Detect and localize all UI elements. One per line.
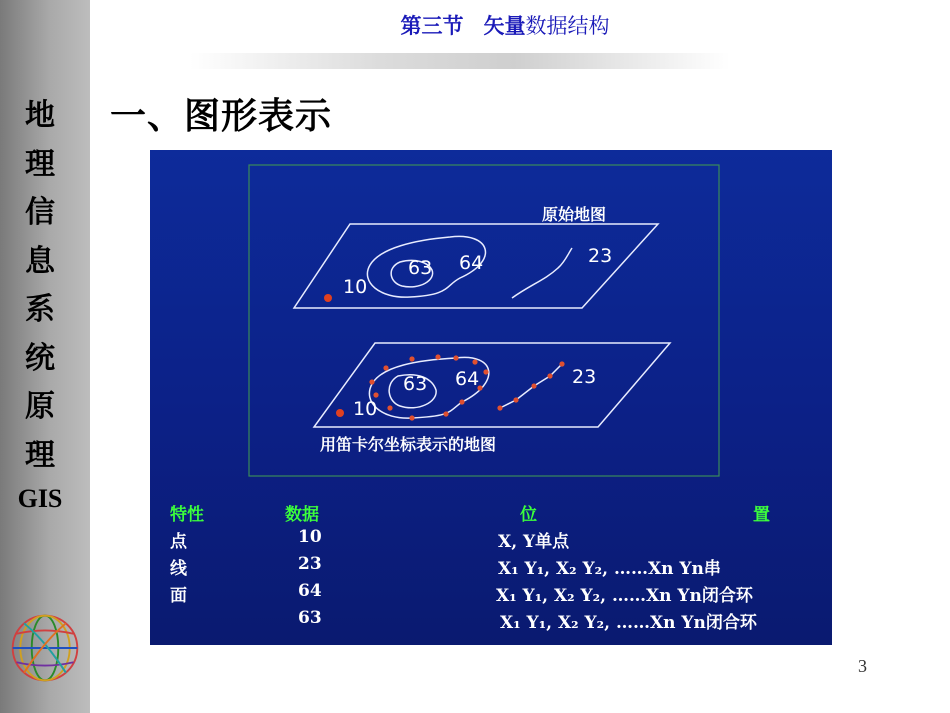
section-header	[300, 10, 710, 40]
title-char: 理	[25, 146, 55, 182]
row-2-position: X₁ Y₁, X₂ Y₂, ……Xn Yn串	[498, 559, 721, 579]
col-header-feature: 特性	[170, 505, 204, 525]
page-heading: 一、图形表示	[110, 95, 333, 137]
section-number: 第三节	[400, 14, 464, 38]
title-char: 原	[25, 389, 55, 424]
point-10	[324, 294, 332, 302]
title-char: 系	[25, 292, 55, 327]
header-divider	[190, 53, 730, 69]
cartesian-line-23	[500, 364, 562, 408]
row-2-feature: 线	[170, 559, 187, 579]
row-1-position: X, Y单点	[498, 532, 570, 552]
col-header-position-b: 置	[753, 505, 770, 525]
section-topic: 数据结构	[525, 14, 610, 38]
row-3-feature: 面	[170, 586, 187, 606]
bottom-label-10: 10	[353, 398, 378, 420]
left-sidebar	[0, 0, 90, 713]
row-4-position: X₁ Y₁, X₂ Y₂, ……Xn Yn闭合环	[500, 613, 757, 633]
top-label-63: 63	[408, 257, 433, 279]
row-3-position: X₁ Y₁, X₂ Y₂, ……Xn Yn闭合环	[496, 586, 753, 606]
title-char: 信	[25, 195, 55, 230]
bottom-label-63: 63	[403, 373, 428, 395]
globe-logo-icon	[6, 610, 84, 686]
row-2-data: 23	[298, 554, 322, 574]
vector-diagram	[150, 150, 832, 645]
title-char: 地	[25, 98, 55, 133]
row-3-data: 64	[298, 581, 322, 601]
cartesian-map-label: 用笛卡尔坐标表示的地图	[320, 435, 497, 454]
title-char: 理	[25, 437, 55, 473]
cartesian-point-10	[336, 409, 344, 417]
diagram-panel	[150, 150, 832, 645]
page-number: 3	[858, 656, 867, 676]
section-keyword: 矢量	[483, 14, 526, 38]
line-23	[512, 248, 572, 298]
diagram-frame	[249, 165, 719, 476]
title-char: 统	[25, 340, 55, 376]
vertical-course-title	[0, 92, 80, 480]
col-header-data: 数据	[285, 505, 319, 525]
top-label-64: 64	[459, 252, 484, 274]
row-1-data: 10	[298, 527, 322, 547]
top-label-23: 23	[588, 245, 613, 267]
top-label-10: 10	[343, 276, 368, 298]
row-4-data: 63	[298, 608, 322, 628]
gis-label: GIS	[17, 484, 63, 513]
bottom-label-64: 64	[455, 368, 480, 390]
original-map-label: 原始地图	[542, 205, 607, 224]
row-1-feature: 点	[170, 532, 187, 552]
col-header-position-a: 位	[520, 505, 537, 525]
title-char: 息	[25, 243, 55, 279]
bottom-label-23: 23	[572, 366, 597, 388]
